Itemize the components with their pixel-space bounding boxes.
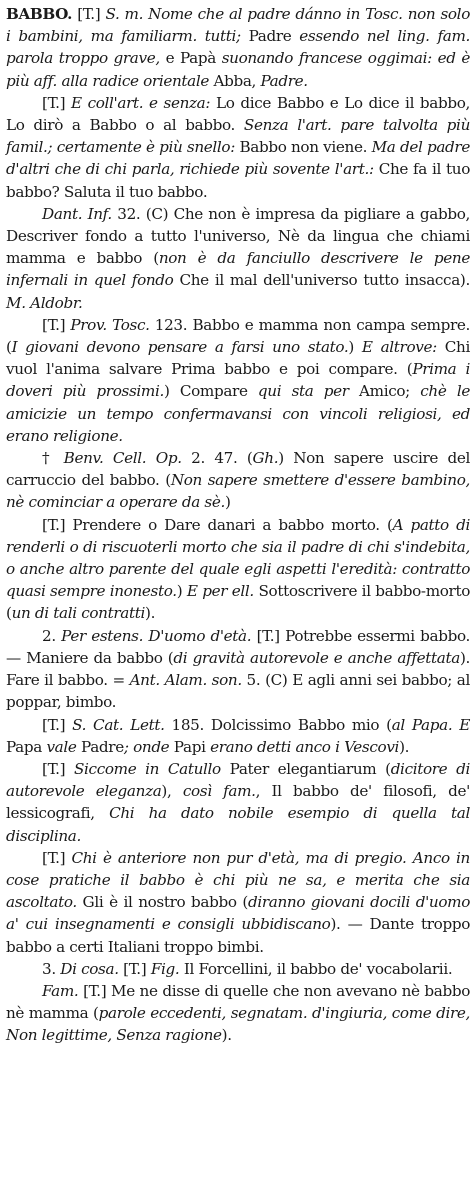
italic-text: erano detti anco i Vescovi [210, 737, 400, 756]
text-segment: Abba, [209, 71, 261, 90]
entry-paragraph [6, 625, 470, 714]
italic-text: Padre. [260, 71, 308, 90]
text-segment: Sottoscrivere il babbo-morto ( [6, 582, 470, 623]
text-segment: Amico; [348, 382, 421, 401]
italic-text: Ant. Alam. son. [129, 671, 242, 690]
text-segment: [T.] [42, 315, 71, 334]
italic-text: così fam. [182, 782, 256, 801]
text-segment: 2. 47. ( [181, 449, 253, 468]
text-segment: Pater elegantiarum ( [220, 759, 391, 778]
text-segment: [T.] Prendere o Dare danari a babbo morto. ( [42, 515, 393, 534]
headword: BABBO. [6, 5, 73, 23]
text-segment: ) Non sapere uscire del carruccio del babbo. ( [6, 449, 471, 490]
italic-text: Chi ha dato nobile esempio di quella tal disciplina. [6, 804, 470, 845]
italic-text: M. Aldobr. [6, 293, 83, 312]
text-segment: ). [399, 737, 410, 756]
italic-text: A patto di renderli o di riscuoterli morto che sia il padre di chi s'indebita, o anche altro parente del quale egli aspetti l'eredità: contratto quasi sempre inonesto. [6, 515, 470, 601]
text-segment: ). [221, 1026, 232, 1045]
italic-text: vale [46, 737, 77, 756]
text-segment: † [42, 449, 64, 468]
italic-text: qui sta per [257, 382, 349, 401]
italic-text: Per estens. D'uomo d'età. [61, 626, 252, 645]
italic-text: Siccome in Catullo [73, 759, 221, 778]
text-segment: Padre [240, 27, 300, 46]
text-segment: ) Compare [163, 382, 258, 401]
italic-text: Gh. [252, 449, 279, 468]
italic-text: Senza l'art. pare talvolta più famil.; certamente è più snello: [6, 116, 470, 157]
italic-text: E per ell. [186, 582, 254, 601]
text-segment: 185. Dolcissimo Babbo mio ( [164, 715, 392, 734]
entry-paragraph [6, 514, 470, 625]
entry-paragraph [6, 714, 470, 758]
entry-paragraph [6, 92, 470, 203]
text-segment: [T.] Potrebbe essermi babbo. — Maniere da babbo ( [6, 626, 470, 667]
text-segment: ). [145, 604, 156, 623]
text-segment: 3. [42, 959, 61, 978]
italic-text: suonando francese oggimai: ed è più aff. alla radice orientale [6, 49, 471, 90]
text-segment: ). Fare il babbo. = [6, 648, 470, 690]
italic-text: parole eccedenti, segnatam. d'ingiuria, come dire, Non legittime, Senza ragione [6, 1004, 471, 1045]
entry-paragraph [6, 758, 470, 847]
italic-text: Ma del padre d'altri che di chi parla, richiede più sovente l'art.: [6, 138, 470, 179]
entry-paragraph [6, 980, 470, 1047]
italic-text: diranno giovani docili d'uomo a' cui insegnamenti e consigli ubbidiscano [6, 893, 470, 934]
entry-paragraph [6, 847, 470, 958]
italic-text: essendo nel ling. fam. parola troppo grave, [6, 27, 470, 68]
italic-text: chè le amicizie un tempo confermavansi con vincoli religiosi, ed erano religione. [6, 382, 470, 445]
italic-text: Fig. [150, 959, 180, 978]
entry-paragraph [6, 203, 470, 314]
text-segment: [T.] [42, 848, 72, 867]
italic-text: un di tali contratti [11, 604, 145, 623]
entry-paragraph [6, 958, 470, 980]
italic-text: S. m. Nome che al padre dánno in Tosc. non solo i bambini, ma familiarm. tutti; [6, 5, 470, 46]
text-segment: ) [224, 493, 231, 512]
text-segment: Papi [169, 737, 211, 756]
italic-text: ; onde [123, 737, 170, 756]
italic-text: non è da fanciullo descrivere le pene infernali in quel fondo [6, 249, 470, 290]
italic-text: Benv. Cell. Op. [63, 449, 182, 468]
text-segment: Chi vuol l'anima salvare Prima babbo e poi compare. ( [6, 338, 470, 379]
text-segment: [T.] [42, 93, 72, 112]
italic-text: Non sapere smettere d'essere bambino, nè cominciar a operare da sè. [6, 471, 471, 512]
text-segment: e Papà [159, 49, 222, 68]
italic-text: al Papa. E [391, 715, 470, 734]
italic-text: E coll'art. e senza: [71, 93, 211, 112]
italic-text: E altrove: [361, 338, 437, 357]
text-segment: [T.] [42, 715, 73, 734]
italic-text: Dant. Inf. [42, 204, 112, 223]
text-segment: , Il babbo de' filosofi, de' lessicografi, [6, 782, 470, 823]
text-segment: ) [176, 582, 187, 601]
italic-text: dicitore di autorevole eleganza [6, 759, 471, 801]
text-segment: [T.] [72, 5, 106, 23]
dictionary-entry [6, 3, 470, 1047]
text-segment: Babbo non viene. [234, 138, 372, 157]
text-segment: Papa [6, 737, 47, 756]
italic-text: Chi è anteriore non pur d'età, ma di pregio. Anco in cose pratiche il babbo è chi più ne sa, e merita che sia ascoltato. [6, 848, 470, 912]
italic-text: S. Cat. Lett. [72, 715, 165, 734]
text-segment: 32. (C) Che non è impresa da pigliare a gabbo, Descriver fondo a tutto l'universo, Nè da lingua che chiami mamma e babbo ( [6, 204, 470, 268]
text-segment: Lo dice Babbo e Lo dice il babbo, Lo dirò a Babbo o al babbo. [6, 93, 470, 135]
text-segment: ) [348, 338, 362, 357]
italic-text: Fam. [42, 981, 79, 1000]
entry-definition [6, 3, 470, 92]
text-segment: 5. (C) E agli anni sei babbo; al poppar, bimbo. [6, 671, 470, 712]
text-segment: [T.] Me ne disse di quelle che non avevano nè babbo nè mamma ( [6, 981, 470, 1023]
text-segment: Che fa il tuo babbo? Saluta il tuo babbo. [6, 160, 470, 201]
italic-text: Di cosa. [60, 959, 119, 978]
entry-paragraph [6, 314, 470, 447]
text-segment: 123. Babbo e mamma non campa sempre. ( [6, 315, 470, 357]
text-segment: 2. [42, 626, 62, 645]
text-segment: ). — Dante troppo babbo a certi Italiani troppo bimbi. [6, 915, 470, 956]
italic-text: di gravità autorevole e anche affettata [173, 648, 460, 667]
italic-text: I giovani devono pensare a farsi uno stato. [11, 338, 349, 357]
italic-text: Prov. Tosc. [70, 315, 150, 334]
text-segment: Padre [76, 737, 124, 756]
text-segment: [T.] [42, 759, 74, 778]
text-segment: Che il mal dell'universo tutto insacca). [173, 271, 470, 290]
text-segment: Gli è il nostro babbo ( [76, 893, 248, 912]
italic-text: Prima i doveri più prossimi. [6, 360, 470, 401]
text-segment: Il Forcellini, il babbo de' vocabolarii. [179, 959, 453, 978]
text-segment: [T.] [118, 959, 151, 978]
text-segment: ), [161, 782, 183, 801]
entry-paragraph [6, 447, 470, 514]
